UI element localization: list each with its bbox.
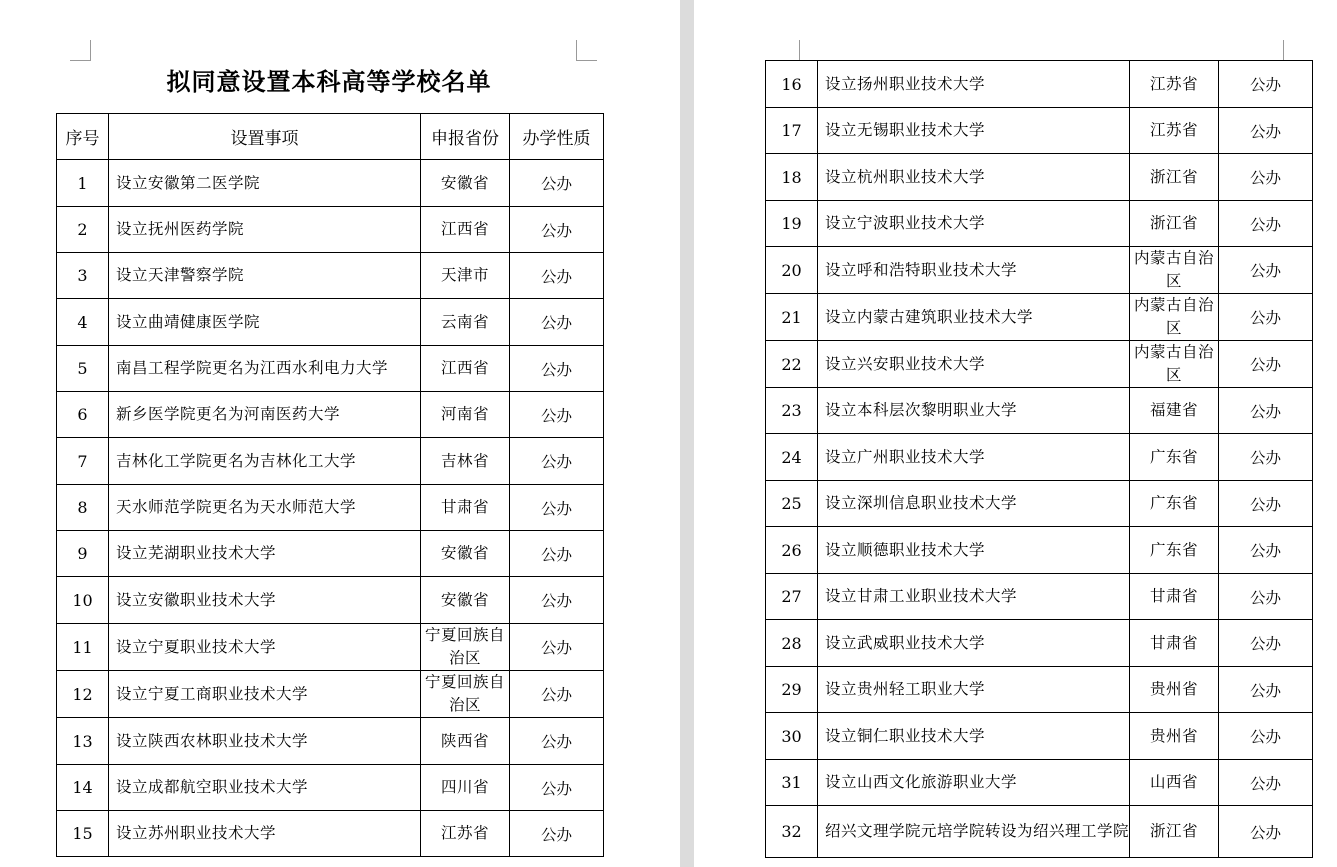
table-body [57, 160, 604, 857]
row-number: 13 [57, 718, 109, 765]
row-item: 设立无锡职业技术大学 [818, 108, 1130, 154]
row-type: 公办 [1219, 481, 1313, 527]
row-province: 宁夏回族自治区 [421, 624, 510, 671]
row-number: 19 [766, 201, 818, 247]
schools-table-part-2 [765, 60, 1313, 858]
table-row [57, 624, 604, 671]
table-row [766, 760, 1313, 806]
row-type: 公办 [1219, 341, 1313, 388]
row-number: 5 [57, 346, 109, 392]
document-page-right [694, 0, 1337, 867]
row-number: 11 [57, 624, 109, 671]
row-province: 安徽省 [421, 160, 510, 207]
row-province: 内蒙古自治区 [1130, 294, 1219, 341]
row-type: 公办 [510, 438, 604, 485]
row-item: 设立扬州职业技术大学 [818, 61, 1130, 108]
row-type: 公办 [510, 811, 604, 857]
row-number: 8 [57, 485, 109, 531]
row-number: 7 [57, 438, 109, 485]
row-type: 公办 [1219, 574, 1313, 620]
row-item: 设立安徽职业技术大学 [109, 577, 421, 624]
table-row [766, 620, 1313, 667]
row-item: 南昌工程学院更名为江西水利电力大学 [109, 346, 421, 392]
row-type: 公办 [1219, 620, 1313, 667]
row-item: 设立抚州医药学院 [109, 207, 421, 253]
row-item: 设立贵州轻工职业大学 [818, 667, 1130, 713]
row-number: 6 [57, 392, 109, 438]
row-type: 公办 [1219, 388, 1313, 434]
page-gap [680, 0, 694, 867]
row-item: 设立呼和浩特职业技术大学 [818, 247, 1130, 294]
row-number: 23 [766, 388, 818, 434]
row-province: 吉林省 [421, 438, 510, 485]
row-type: 公办 [1219, 434, 1313, 481]
row-number: 10 [57, 577, 109, 624]
row-item: 设立深圳信息职业技术大学 [818, 481, 1130, 527]
row-type: 公办 [1219, 61, 1313, 108]
row-item: 设立武威职业技术大学 [818, 620, 1130, 667]
row-type: 公办 [510, 624, 604, 671]
table-row [57, 485, 604, 531]
table-row [766, 201, 1313, 247]
row-type: 公办 [510, 718, 604, 765]
row-number: 26 [766, 527, 818, 574]
row-type: 公办 [1219, 108, 1313, 154]
row-province: 浙江省 [1130, 201, 1219, 247]
table-row [766, 388, 1313, 434]
row-number: 24 [766, 434, 818, 481]
table-row [766, 108, 1313, 154]
row-item: 设立兴安职业技术大学 [818, 341, 1130, 388]
row-type: 公办 [510, 577, 604, 624]
row-item: 设立宁夏工商职业技术大学 [109, 671, 421, 718]
document-title: 拟同意设置本科高等学校名单 [166, 67, 492, 96]
row-number: 14 [57, 765, 109, 811]
row-province: 广东省 [1130, 434, 1219, 481]
table-row [57, 253, 604, 299]
row-type: 公办 [510, 392, 604, 438]
table-row [57, 811, 604, 857]
table-row [57, 299, 604, 346]
row-number: 12 [57, 671, 109, 718]
table-row [766, 294, 1313, 341]
row-item: 设立曲靖健康医学院 [109, 299, 421, 346]
margin-corner-mark [779, 40, 800, 61]
row-number: 31 [766, 760, 818, 806]
row-province: 江苏省 [1130, 108, 1219, 154]
header-no: 序号 [57, 114, 109, 160]
row-province: 贵州省 [1130, 667, 1219, 713]
row-province: 内蒙古自治区 [1130, 247, 1219, 294]
row-province: 浙江省 [1130, 806, 1219, 858]
header-province: 申报省份 [421, 114, 510, 160]
table-row [766, 481, 1313, 527]
row-province: 安徽省 [421, 531, 510, 577]
table-row [57, 207, 604, 253]
row-province: 广东省 [1130, 481, 1219, 527]
table-row [766, 247, 1313, 294]
table-row [766, 527, 1313, 574]
row-province: 陕西省 [421, 718, 510, 765]
row-number: 16 [766, 61, 818, 108]
row-number: 20 [766, 247, 818, 294]
row-item: 设立陕西农林职业技术大学 [109, 718, 421, 765]
row-province: 江西省 [421, 346, 510, 392]
row-number: 28 [766, 620, 818, 667]
row-item: 设立内蒙古建筑职业技术大学 [818, 294, 1130, 341]
header-item: 设置事项 [109, 114, 421, 160]
row-item: 设立铜仁职业技术大学 [818, 713, 1130, 760]
table-row [57, 392, 604, 438]
row-number: 25 [766, 481, 818, 527]
table-row [766, 341, 1313, 388]
row-item: 设立宁夏职业技术大学 [109, 624, 421, 671]
row-type: 公办 [1219, 201, 1313, 247]
row-province: 河南省 [421, 392, 510, 438]
row-item: 设立天津警察学院 [109, 253, 421, 299]
table-row [57, 531, 604, 577]
row-item: 设立顺德职业技术大学 [818, 527, 1130, 574]
table-row [766, 667, 1313, 713]
table-row [57, 671, 604, 718]
row-number: 17 [766, 108, 818, 154]
row-item: 设立芜湖职业技术大学 [109, 531, 421, 577]
row-province: 四川省 [421, 765, 510, 811]
table-row [766, 806, 1313, 858]
row-number: 29 [766, 667, 818, 713]
row-item: 绍兴文理学院元培学院转设为绍兴理工学院 [818, 806, 1130, 858]
row-province: 江西省 [421, 207, 510, 253]
row-province: 广东省 [1130, 527, 1219, 574]
table-row [57, 346, 604, 392]
margin-corner-mark [1283, 40, 1304, 61]
table-row [766, 434, 1313, 481]
row-type: 公办 [1219, 760, 1313, 806]
table-row [57, 438, 604, 485]
row-number: 15 [57, 811, 109, 857]
row-number: 1 [57, 160, 109, 207]
row-number: 32 [766, 806, 818, 858]
row-item: 设立甘肃工业职业技术大学 [818, 574, 1130, 620]
row-province: 甘肃省 [1130, 574, 1219, 620]
row-province: 内蒙古自治区 [1130, 341, 1219, 388]
row-province: 江苏省 [1130, 61, 1219, 108]
table-row [766, 713, 1313, 760]
table-header-row [57, 114, 604, 160]
row-item: 设立杭州职业技术大学 [818, 154, 1130, 201]
margin-corner-mark [70, 40, 91, 61]
row-province: 云南省 [421, 299, 510, 346]
row-item: 设立宁波职业技术大学 [818, 201, 1130, 247]
row-province: 甘肃省 [1130, 620, 1219, 667]
row-province: 贵州省 [1130, 713, 1219, 760]
row-type: 公办 [510, 671, 604, 718]
table-body [766, 61, 1313, 858]
row-type: 公办 [1219, 713, 1313, 760]
row-type: 公办 [510, 253, 604, 299]
row-item: 设立成都航空职业技术大学 [109, 765, 421, 811]
table-row [57, 718, 604, 765]
row-province: 山西省 [1130, 760, 1219, 806]
row-type: 公办 [1219, 527, 1313, 574]
row-type: 公办 [510, 207, 604, 253]
row-type: 公办 [1219, 247, 1313, 294]
row-type: 公办 [510, 346, 604, 392]
table-row [766, 154, 1313, 201]
row-province: 天津市 [421, 253, 510, 299]
row-item: 设立苏州职业技术大学 [109, 811, 421, 857]
row-item: 吉林化工学院更名为吉林化工大学 [109, 438, 421, 485]
margin-corner-mark [576, 40, 597, 61]
row-item: 设立山西文化旅游职业大学 [818, 760, 1130, 806]
table-row [57, 765, 604, 811]
row-number: 18 [766, 154, 818, 201]
row-number: 2 [57, 207, 109, 253]
row-number: 30 [766, 713, 818, 760]
header-type: 办学性质 [510, 114, 604, 160]
row-type: 公办 [1219, 154, 1313, 201]
row-type: 公办 [510, 485, 604, 531]
row-province: 安徽省 [421, 577, 510, 624]
row-type: 公办 [510, 765, 604, 811]
row-type: 公办 [1219, 806, 1313, 858]
row-type: 公办 [510, 299, 604, 346]
row-type: 公办 [510, 531, 604, 577]
table-row [766, 574, 1313, 620]
row-number: 22 [766, 341, 818, 388]
row-province: 福建省 [1130, 388, 1219, 434]
row-number: 21 [766, 294, 818, 341]
row-number: 4 [57, 299, 109, 346]
row-type: 公办 [1219, 294, 1313, 341]
row-province: 浙江省 [1130, 154, 1219, 201]
row-item: 新乡医学院更名为河南医药大学 [109, 392, 421, 438]
table-row [57, 160, 604, 207]
row-province: 宁夏回族自治区 [421, 671, 510, 718]
row-number: 3 [57, 253, 109, 299]
schools-table-part-1 [56, 113, 604, 857]
table-row [57, 577, 604, 624]
row-item: 天水师范学院更名为天水师范大学 [109, 485, 421, 531]
row-province: 江苏省 [421, 811, 510, 857]
row-type: 公办 [1219, 667, 1313, 713]
row-item: 设立安徽第二医学院 [109, 160, 421, 207]
row-province: 甘肃省 [421, 485, 510, 531]
row-number: 27 [766, 574, 818, 620]
row-type: 公办 [510, 160, 604, 207]
table-row [766, 61, 1313, 108]
row-item: 设立本科层次黎明职业大学 [818, 388, 1130, 434]
row-number: 9 [57, 531, 109, 577]
row-item: 设立广州职业技术大学 [818, 434, 1130, 481]
